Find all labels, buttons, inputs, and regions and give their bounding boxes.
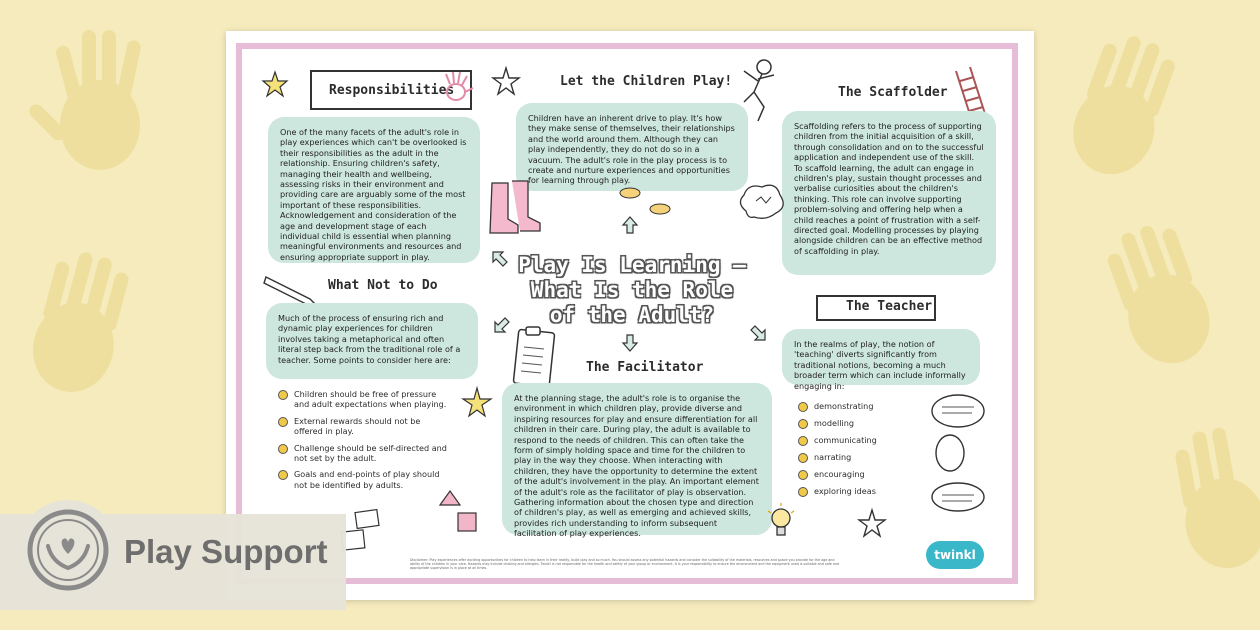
- teacher-title: The Teacher: [846, 299, 933, 314]
- teacher-box: In the realms of play, the notion of 'teaching' diverts significantly from traditional notions, becoming a much broader term which can include informally engaging in:: [782, 329, 980, 385]
- responsibilities-box: One of the many facets of the adult's role in play experiences which can't be overlooked is their responsibilities as the adult in the relationship. Ensuring children's safety, managing their health and wellbeing, assessing risks in their environment and providing care are arguably some of the most important of these responsibilities. Acknowledgement and consideration of the age and development stage of each individual child is essential when planning meaningful environments and resources and ensuring appropriate support in play.: [268, 117, 480, 263]
- disclaimer: Disclaimer: Play experiences offer exciting opportunities for children to help learn in their reality, build play and so much. You should assess any potential hazards and consider the suitability of the materials, resources and space you provide for the age and ability of the children in your care. Hazards may include choking and allergies. Twinkl is not responsible for the health and safety of your group or environment. It is your responsibility to ensure the environment and the equipment used is suitable and safe and appropriate supervision is in place at all times.: [410, 558, 840, 571]
- shapes-icon: [432, 489, 492, 549]
- list-item: External rewards should not be offered in play.: [278, 416, 448, 437]
- what-not-bullets: [278, 389, 448, 496]
- bullet-icon: [278, 444, 288, 454]
- heart-hands-icon: [18, 500, 118, 600]
- let-play-box: Children have an inherent drive to play. It's how they make sense of themselves, their relationships and the world around them. Although they can play independently, they do not do so in a vacuum. The adult's role in the play process is to create and nurture experiences and opportunities for learning through play.: [516, 103, 748, 191]
- bullet-icon: [798, 436, 808, 446]
- play-support-logo: [18, 500, 118, 600]
- arrow-downleft-icon: [492, 315, 512, 335]
- teacher-bullets: [798, 401, 918, 503]
- handprint-icon: [438, 70, 478, 104]
- scaffolder-box: Scaffolding refers to the process of supporting children from the initial acquisition of a skill, through consolidation and on to the successful application and independent use of the skill. To scaffold learning, the adult can engage in children's play, sustain thought processes and verbalise curiosities about the children's thinking. This role can involve supporting problem-solving and offering help when a child reaches a point of frustration with a self-directed goal. Modelling processes by playing alongside children can be an effective method of scaffolding in play.: [782, 111, 996, 275]
- list-item: encouraging: [798, 469, 918, 480]
- let-play-title: Let the Children Play!: [560, 74, 733, 89]
- star-icon: [262, 71, 288, 97]
- responsibilities-title: Responsibilities: [329, 83, 455, 98]
- clipboard-icon: [512, 325, 556, 389]
- bullet-icon: [798, 487, 808, 497]
- list-item: Children should be free of pressure and adult expectations when playing.: [278, 389, 448, 410]
- list-item: demonstrating: [798, 401, 918, 412]
- facilitator-box: At the planning stage, the adult's role is to organise the environment in which children play, provide diverse and inspiring resources for play and ensure differentiation for all children in their care. During play, the adult is available to respond to the needs of children. This can often take the form of simply holding space and time for the children to play in the way they choose. When interacting with children, they have the opportunity to determine the extent of the adult's involvement in the play. An important element of the adult's role as the facilitator of play is observation. Gathering information about the chosen type and direction of children's play, as well as emerging and achieved skills, provides rich understanding to inform subsequent facilitation of play experiences.: [502, 383, 772, 535]
- list-item: modelling: [798, 418, 918, 429]
- bullet-icon: [798, 453, 808, 463]
- list-item: Goals and end-points of play should not be identified by adults.: [278, 469, 448, 490]
- list-item: communicating: [798, 435, 918, 446]
- scaffolder-title: The Scaffolder: [838, 85, 948, 100]
- facilitator-title: The Facilitator: [586, 360, 704, 375]
- list-item: exploring ideas: [798, 486, 918, 497]
- bullet-icon: [798, 419, 808, 429]
- arrow-upleft-icon: [490, 249, 510, 269]
- bullet-icon: [798, 402, 808, 412]
- star-icon: [858, 509, 886, 537]
- what-not-title: What Not to Do: [328, 278, 438, 293]
- brand-logo: twinkl: [926, 541, 984, 569]
- speech-bubbles-icon: [928, 393, 988, 513]
- play-support-label: Play Support: [124, 533, 328, 570]
- poster: [226, 31, 1034, 600]
- what-not-box: Much of the process of ensuring rich and dynamic play experiences for children involves taking a metaphorical and often literal step back from the traditional role of a teacher. Some points to consider here are:: [266, 303, 478, 379]
- star-icon: [462, 387, 492, 417]
- arrow-down-icon: [620, 333, 640, 353]
- bullet-icon: [278, 470, 288, 480]
- list-item: narrating: [798, 452, 918, 463]
- wellies-icon: [484, 179, 544, 239]
- star-icon: [492, 67, 520, 95]
- jumping-child-icon: [734, 57, 784, 127]
- lightbulb-icon: [766, 503, 796, 543]
- bullet-icon: [278, 390, 288, 400]
- thought-bubble-icon: [736, 181, 786, 227]
- bullet-icon: [798, 470, 808, 480]
- main-title: Play Is Learning – What Is the Role of the Adult?: [518, 253, 746, 327]
- footprints-icon: [616, 183, 676, 223]
- arrow-downright-icon: [748, 323, 768, 343]
- list-item: Challenge should be self-directed and not set by the adult.: [278, 443, 448, 464]
- pencil-icon: [264, 271, 324, 307]
- bullet-icon: [278, 417, 288, 427]
